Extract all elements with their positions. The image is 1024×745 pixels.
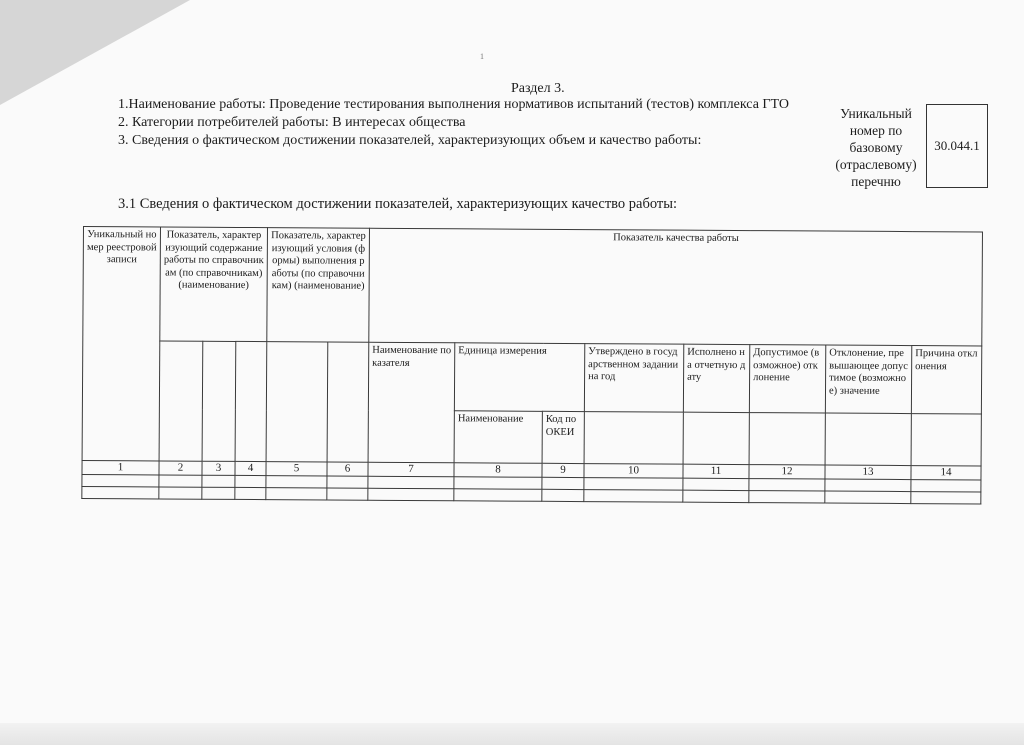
table-cell [202,475,235,487]
column-number: 4 [235,461,266,475]
work-name-line: 1.Наименование работы: Проведение тестирования выполнения нормативов испытаний (тестов) комплекса ГТО [118,97,789,112]
table-cell [368,476,454,489]
table-cell [825,491,911,504]
table-cell [542,489,584,501]
subsection-title: 3.1 Сведения о фактическом достижении показателей, характеризующих качество работы: [118,196,678,212]
consumer-category-line: 2. Категории потребителей работы: В интересах общества [118,115,466,130]
subheader-content-2 [202,341,236,461]
table-cell [159,486,202,498]
unique-number-box [926,104,988,188]
table-cell [683,490,749,502]
column-number: 5 [266,462,327,476]
subheader-conditions-1 [266,342,328,462]
table-cell [542,477,584,489]
column-number: 3 [202,461,235,475]
quality-table [81,226,983,504]
subheader-content-3 [235,341,267,461]
table-cell [584,489,683,502]
unique-number-value: 30.044.1 [934,138,980,153]
unique-number-label: Уникальный номер по базовому (отраслевому) перечню [835,106,917,189]
table-cell [82,474,159,486]
header-unit: Единица измерения [454,343,584,412]
column-number: 8 [454,463,542,477]
header-allowed-deviation: Допустимое (возможное) отклонение [749,345,825,413]
table-cell [159,474,202,486]
column-number: 7 [368,462,454,476]
table-cell [911,479,981,491]
column-number: 14 [911,466,981,480]
column-number: 11 [683,464,749,478]
table-cell [825,479,911,492]
header-executed-blank [683,412,749,464]
subheader-content-1 [159,341,203,461]
header-exceeding-deviation: Отклонение, превышающее допустимое (возможное) значение [825,345,911,414]
table-cell [454,488,542,501]
column-number: 1 [82,460,159,474]
table-cell [327,475,368,487]
header-deviation-reason: Причина отклонения [911,346,981,414]
subheader-conditions-2 [327,342,369,462]
header-approved-blank [584,412,683,465]
table-cell [911,491,981,503]
table-cell [235,487,266,499]
table-cell [202,487,235,499]
header-approved: Утверждено в государственном задании на год [584,344,683,413]
table-cell [327,487,368,499]
quality-table-wrapper [81,226,982,512]
header-allowed-blank [749,413,825,465]
table-cell [454,476,542,489]
column-number: 12 [749,465,825,479]
table-cell [368,488,454,501]
scan-bottom-edge [0,723,1024,745]
section-title: Раздел 3. [511,81,565,96]
header-registry-number: Уникальный номер реестровой записи [82,227,160,461]
table-cell [683,478,749,490]
table-cell [235,475,266,487]
scan-corner-shadow [0,0,190,105]
header-content-indicator: Показатель, характеризующий содержание работы по справочникам (по справочникам) (наименование) [160,227,268,342]
performance-info-line: 3. Сведения о фактическом достижении показателей, характеризующих объем и качество работы: [118,133,702,148]
column-number: 9 [542,463,584,477]
column-number: 2 [159,461,202,475]
header-unit-name: Наименование [454,411,542,464]
column-number: 6 [327,462,368,476]
table-cell [749,478,825,490]
header-reason-blank [911,414,981,466]
page-number: 1 [480,52,484,61]
header-conditions-indicator: Показатель, характеризующий условия (формы) выполнения работы (по справочникам) (наименование) [267,228,370,343]
header-indicator-name: Наименование показателя [368,342,455,463]
table-cell [266,487,327,499]
table-cell [749,490,825,502]
column-number: 13 [825,465,911,479]
header-exceeding-blank [825,413,911,466]
header-unit-code: Код по ОКЕИ [542,411,584,463]
table-cell [584,477,683,490]
table-cell [266,475,327,487]
header-executed: Исполнено на отчетную дату [683,344,749,412]
column-number: 10 [584,464,683,478]
header-quality-indicator: Показатель качества работы [369,228,983,346]
table-cell [82,486,159,498]
